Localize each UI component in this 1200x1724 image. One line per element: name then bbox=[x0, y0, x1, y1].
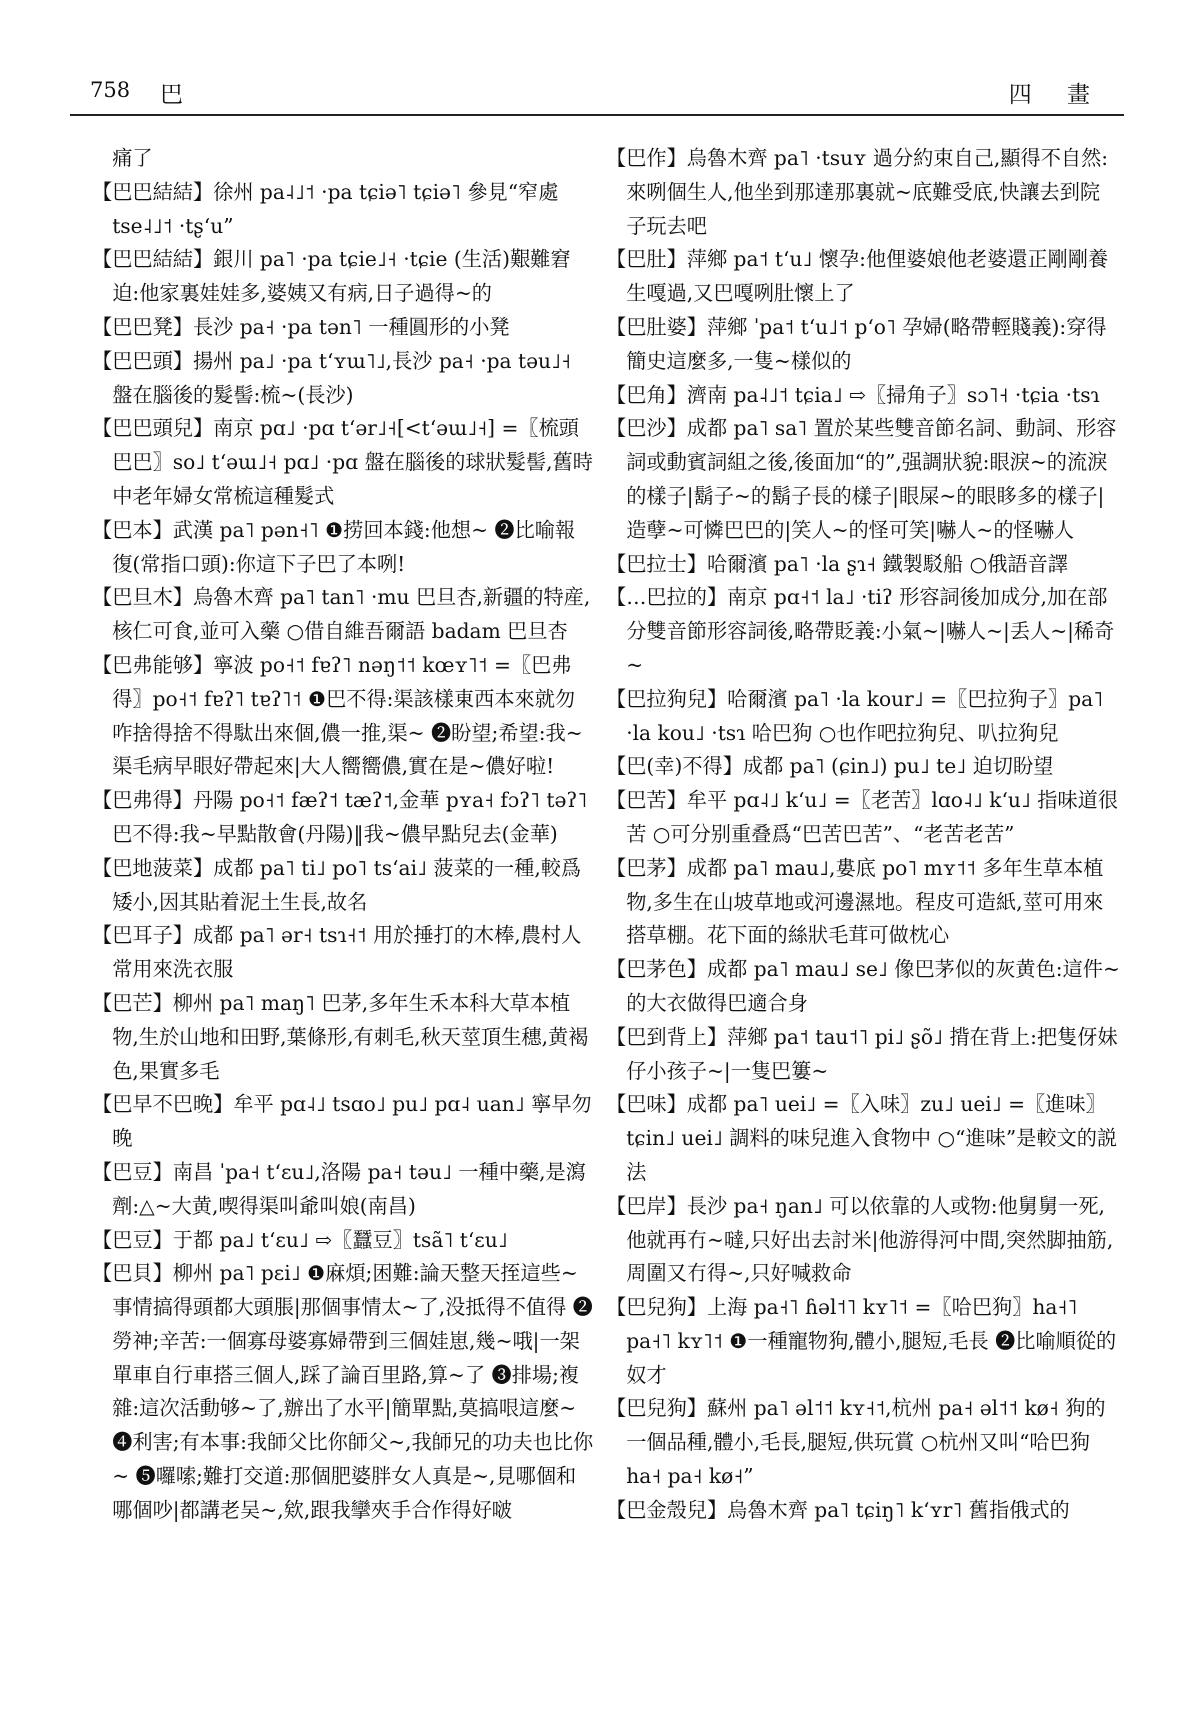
page-number: 758 bbox=[90, 78, 131, 102]
left-column bbox=[92, 142, 594, 1528]
dictionary-entry: 【…巴拉的】南京 pɑ˧˦ la˩ ·tiʔ 形容詞後加成分,加在部分雙音節形容詞後,略帶貶義:小氣~|嚇人~|丢人~|稀奇~ bbox=[606, 585, 1115, 677]
dictionary-entry: 【巴兒狗】蘇州 pa˥ əl˦˦ kʏ˧˦,杭州 pa˧ əl˦˦ kø˧ 狗的一個品種,體小,毛長,腿短,供玩賞 ○杭州又叫“哈巴狗 ha˧ pa˧ kø˧” bbox=[606, 1396, 1106, 1489]
dictionary-entry: 【巴岸】長沙 pa˧ ŋan˩ 可以依靠的人或物:他舅舅一死,他就再冇~噠,只好出去討米|他游得河中間,突然脚抽筋,周圍又冇得~,只好喊救命 bbox=[606, 1193, 1114, 1286]
dictionary-entry: 【巴角】濟南 pa˨˩˦ tɕia˩ ⇨〖掃角子〗sɔ˥˧ ·tɕia ·tsɿ bbox=[606, 382, 1100, 407]
dictionary-entry: 【巴到背上】萍鄉 pa˦ tau˦˥ pi˩ ʂõ˩ 揹在背上:把隻伢妹仔小孩子~|一隻巴簍~ bbox=[606, 1024, 1118, 1083]
dictionary-entry: 【巴巴結結】徐州 pa˨˩˦ ·pa tɕiə˥ tɕiə˥ 參見“窄處tse˨˩˦ ·tʂ‘u” bbox=[92, 179, 559, 238]
dictionary-entry: 【巴旦木】烏魯木齊 pa˥ tan˥ ·mu 巴旦杏,新疆的特産,核仁可食,並可入藥 ○借自維吾爾語 badam 巴旦杏 bbox=[92, 585, 591, 644]
head-character: 巴 bbox=[160, 82, 183, 108]
dictionary-entry: 【巴豆】于都 pa˩ t‘ɛu˩ ⇨〖蠶豆〗tsã˥ t‘ɛu˩ bbox=[92, 1227, 508, 1252]
dictionary-entry: 【巴(幸)不得】成都 pa˥ (ɕin˩) pu˩ te˩ 迫切盼望 bbox=[606, 754, 1054, 779]
dictionary-entry: 【巴本】武漢 pa˥ pən˧˥ ❶捞回本錢:他想~ ❷比喻報復(常指口頭):你這下子巴了本咧! bbox=[92, 517, 576, 576]
dictionary-entry: 【巴巴頭兒】南京 pɑ˩ ·pɑ t‘ər˩˧[<t‘əɯ˩˧] =〖梳頭巴巴〗so˩ t‘əɯ˩˧ pɑ˩ ·pɑ 盤在腦後的球狀髮髻,舊時中老年婦女常梳這種髮式 bbox=[92, 416, 593, 508]
dictionary-entry: 【巴肚】萍鄉 pa˦ t‘u˩ 懷孕:他俚婆娘他老婆還正剛剛養生嘎過,又巴嘎咧肚懷上了 bbox=[606, 247, 1109, 306]
dictionary-entry: 【巴茅】成都 pa˥ mau˩,婁底 po˥ mʏ˦˦ 多年生草本植物,多生在山坡草地或河邊濕地。程皮可造紙,莖可用來搭草棚。花下面的絲狀毛茸可做枕心 bbox=[606, 855, 1104, 948]
dictionary-entry: 【巴作】烏魯木齊 pa˥ ·tsuʏ 過分約束自己,顯得不自然:來咧個生人,他坐到那達那裏就~底難受底,快讓去到院子玩去吧 bbox=[606, 146, 1109, 238]
dictionary-entry: 【巴早不巴晚】牟平 pɑ˨˩ tsɑo˩ pu˩ pɑ˨ uan˩ 寧早勿晚 bbox=[92, 1092, 592, 1151]
dictionary-entry: 【巴巴凳】長沙 pa˧ ·pa tən˥ 一種圓形的小凳 bbox=[92, 314, 510, 339]
right-column bbox=[606, 142, 1120, 1528]
dictionary-entry: 【巴巴頭】揚州 pa˩ ·pa t‘ʏɯ˥˩,長沙 pa˧ ·pa təu˩˧ 盤在腦後的髮髻:梳~(長沙) bbox=[92, 348, 571, 407]
section-label: 四 畫 bbox=[1008, 82, 1104, 108]
dictionary-entry: 【巴苦】牟平 pɑ˨˩ k‘u˩ =〖老苦〗lɑo˨˩ k‘u˩ 指味道很苦 ○可分别重叠爲“巴苦巴苦”、“老苦老苦” bbox=[606, 788, 1119, 846]
dictionary-entry: 【巴肚婆】萍鄉 ˈpa˦ t‘u˩˦ p‘o˥ 孕婦(略帶輕賤義):穿得簡史這麼多,一隻~樣似的 bbox=[606, 314, 1107, 373]
dictionary-entry: 【巴沙】成都 pa˥ sa˥ 置於某些雙音節名詞、動詞、形容詞或動賓詞組之後,後面加“的”,强調狀貌:眼淚~的流淚的樣子|鬍子~的鬍子長的樣子|眼屎~的眼眵多的樣子|造孽~可憐巴巴的|笑人~的怪可笑|嚇人~的怪嚇人 bbox=[606, 416, 1117, 542]
dictionary-entry: 【巴味】成都 pa˥ uei˩ =〖入味〗zu˩ uei˩ =〖進味〗tɕin˩ uei˩ 調料的味兒進入食物中 ○“進味”是較文的説法 bbox=[606, 1092, 1118, 1184]
dictionary-entry: 【巴拉士】哈爾濱 pa˥ ·la ʂɿ˧ 鐵製駁船 ○俄語音譯 bbox=[606, 551, 1068, 576]
dictionary-entry: 【巴芒】柳州 pa˥ maŋ˥ 巴茅,多年生禾本科大草本植物,生於山地和田野,葉條形,有刺毛,秋天莖頂生穗,黄褐色,果實多毛 bbox=[92, 990, 589, 1083]
dictionary-entry: 【巴拉狗兒】哈爾濱 pa˥ ·la kour˩ =〖巴拉狗子〗pa˥ ·la kou˩ ·tsɿ 哈巴狗 ○也作吧拉狗兒、叭拉狗兒 bbox=[606, 686, 1104, 745]
dictionary-entry: 【巴豆】南昌 ˈpa˧ t‘ɛu˩,洛陽 pa˧ təu˩ 一種中藥,是瀉劑:△~大黄,喫得渠叫爺叫娘(南昌) bbox=[92, 1159, 586, 1218]
dictionary-entry: 【巴貝】柳州 pa˥ pɛi˩ ❶麻煩;困難:論天整天挃這些~事情搞得頭都大頭脹|那個事情太~了,没抵得不值得 ❷勞神;辛苦:一個寡母婆寡婦帶到三個娃崽,幾~哦|一架單車自行車搭三個人,踩了論百里路,算~了 ❸排場;複雜:這次活動够~了,辦出了水平|簡單點,莫搞哏這麼~ ❹利害;有本事:我師父比你師父~,我師兄的功夫也比你~ ❺囉嗦;難打交道:那個肥婆胖女人真是~,見哪個和哪個吵|都講老吴~,欸,跟我攣夾手合作得好啵 bbox=[92, 1261, 594, 1522]
dictionary-entry: 【巴耳子】成都 pa˥ ər˧ tsɿ˧˦ 用於捶打的木棒,農村人常用來洗衣服 bbox=[92, 923, 582, 982]
dictionary-entry: 【巴茅色】成都 pa˥ mau˩ se˩ 像巴茅似的灰黄色:這件~的大衣做得巴適合身 bbox=[606, 957, 1120, 1015]
dictionary-entry: 痛了 bbox=[112, 146, 153, 170]
dictionary-entry: 【巴地菠菜】成都 pa˥ ti˩ po˥ ts‘ai˩ 菠菜的一種,較爲矮小,因其貼着泥土生長,故名 bbox=[92, 855, 582, 914]
dictionary-entry: 【巴巴結結】銀川 pa˥ ·pa tɕie˩˧ ·tɕie (生活)艱難窘迫:他家裏娃娃多,婆姨又有病,日子過得~的 bbox=[92, 247, 571, 306]
page-header bbox=[70, 70, 1124, 116]
dictionary-entry: 【巴兒狗】上海 pa˧˥ ɦəl˦˥ kʏ˥˦ =〖哈巴狗〗ha˧˥ pa˧˥ kʏ˥˦ ❶一種寵物狗,體小,腿短,毛長 ❷比喻順從的奴才 bbox=[606, 1295, 1117, 1387]
dictionary-entry: 【巴金殼兒】烏魯木齊 pa˥ tɕiŋ˥ k‘ʏr˥ 舊指俄式的 bbox=[606, 1497, 1070, 1522]
dictionary-entry: 【巴弗能够】寧波 po˧˦ fɐʔ˥ nəŋ˦˦ kœʏ˥˦ =〖巴弗得〗po˧˦ fɐʔ˥ tɐʔ˥˦ ❶巴不得:渠該樣東西本來就勿咋捨得捨不得駄出來個,儂一推,渠~ ❷盼望;希望:我~渠毛病早眼好帶起來|大人嚮嚮儂,實在是~儂好啦! bbox=[92, 652, 583, 779]
dictionary-entry: 【巴弗得】丹陽 po˧˦ fæʔ˦ tæʔ˦,金華 pʏa˧ fɔʔ˥ təʔ˥ 巴不得:我~早點散會(丹陽)‖我~儂早點兒去(金華) bbox=[92, 788, 588, 846]
